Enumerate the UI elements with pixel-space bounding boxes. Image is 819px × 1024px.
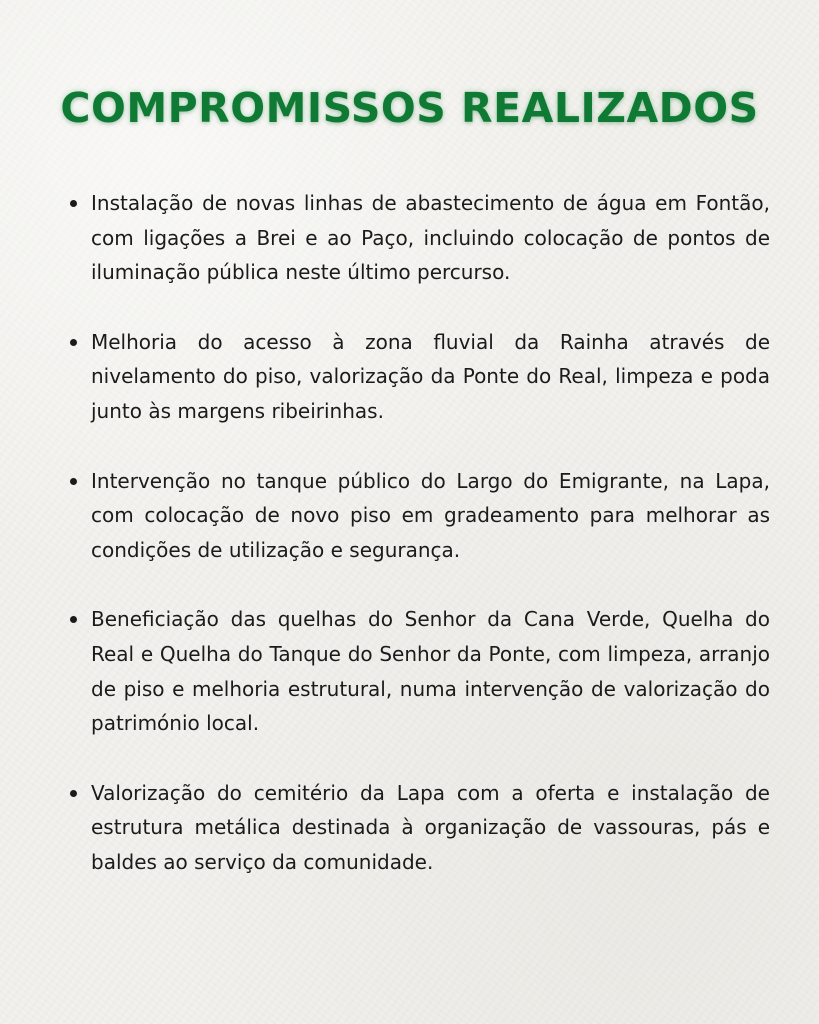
- list-item-text: Intervenção no tanque público do Largo do Emigrante, na Lapa, com colocação de novo piso em gradeamento para melhorar as condições de utilização e segurança.: [91, 468, 770, 562]
- bullet-dot-icon: [70, 790, 77, 797]
- bullet-dot-icon: [70, 616, 77, 623]
- list-item: [68, 186, 770, 290]
- bullet-dot-icon: [70, 339, 77, 346]
- page-title: COMPROMISSOS REALIZADOS: [60, 84, 759, 132]
- list-item: [68, 776, 770, 880]
- bullet-dot-icon: [70, 478, 77, 485]
- list-item-text: Melhoria do acesso à zona fluvial da Rainha através de nivelamento do piso, valorização da Ponte do Real, limpeza e poda junto às margens ribeirinhas.: [91, 329, 770, 423]
- list-item: [68, 464, 770, 568]
- list-item: [68, 325, 770, 429]
- bullet-dot-icon: [70, 200, 77, 207]
- list-item: [68, 602, 770, 740]
- list-item-text: Instalação de novas linhas de abastecimento de água em Fontão, com ligações a Brei e ao Paço, incluindo colocação de pontos de iluminação pública neste último percurso.: [91, 191, 770, 285]
- list-item-text: Beneficiação das quelhas do Senhor da Cana Verde, Quelha do Real e Quelha do Tanque do Senhor da Ponte, com limpeza, arranjo de piso e melhoria estrutural, numa intervenção de valorização do património local.: [91, 607, 770, 736]
- list-item-text: Valorização do cemitério da Lapa com a oferta e instalação de estrutura metálica destinada à organização de vassouras, pás e baldes ao serviço da comunidade.: [91, 780, 770, 874]
- commitments-list: [68, 186, 770, 915]
